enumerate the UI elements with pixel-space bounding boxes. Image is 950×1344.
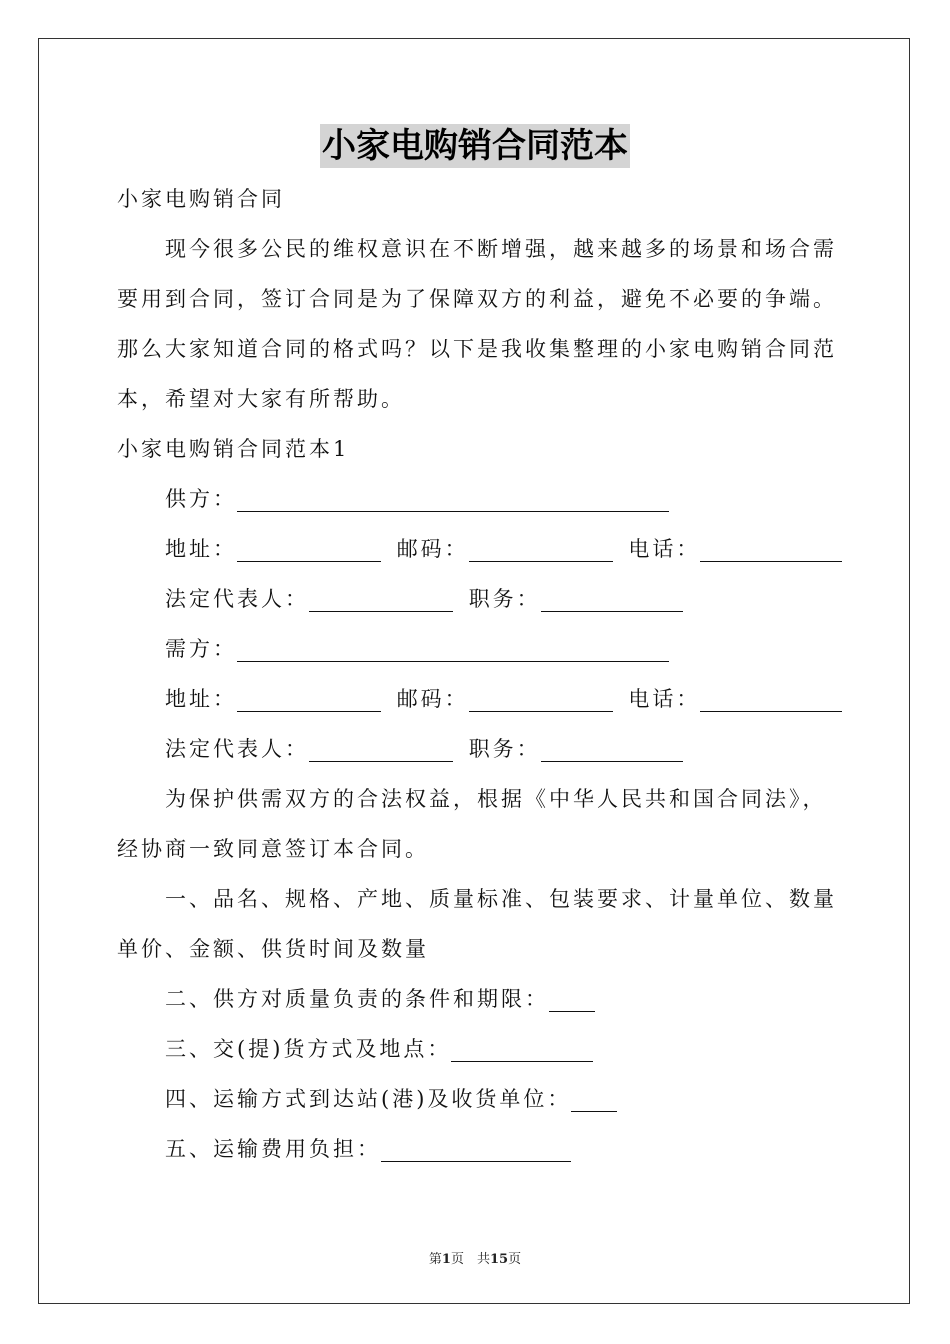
- footer-mid: 页 共: [450, 1252, 490, 1267]
- supplier-postcode-label: 邮码：: [396, 537, 469, 561]
- clause-1-line-2: 单价、金额、供货时间及数量: [117, 937, 429, 961]
- supplier-rep-field[interactable]: [309, 591, 453, 612]
- footer-total-pages: 15: [489, 1252, 509, 1267]
- buyer-postcode-field[interactable]: [469, 691, 613, 712]
- buyer-phone-field[interactable]: [700, 691, 842, 712]
- buyer-rep-label: 法定代表人：: [165, 737, 309, 761]
- buyer-phone-label: 电话：: [628, 687, 701, 711]
- clause-3-text: 三、交(提)货方式及地点：: [165, 1037, 452, 1061]
- supplier-rep-row: [165, 584, 683, 614]
- buyer-name-field[interactable]: [237, 641, 669, 662]
- supplier-address-field[interactable]: [237, 541, 381, 562]
- clause-3: [165, 1034, 593, 1064]
- supplier-contact-row: [165, 534, 842, 564]
- intro-line-3: 那么大家知道合同的格式吗？以下是我收集整理的小家电购销合同范: [117, 337, 837, 361]
- intro-line-2: 要用到合同，签订合同是为了保障双方的利益，避免不必要的争端。: [117, 287, 837, 311]
- buyer-row: [165, 634, 669, 664]
- supplier-position-field[interactable]: [541, 591, 683, 612]
- subtitle: 小家电购销合同: [117, 187, 285, 211]
- buyer-rep-row: [165, 734, 683, 764]
- supplier-postcode-field[interactable]: [469, 541, 613, 562]
- buyer-contact-row: [165, 684, 842, 714]
- footer-page-number: 1: [441, 1252, 451, 1267]
- clause-2: [165, 984, 595, 1014]
- page-footer: [0, 1248, 950, 1267]
- footer-prefix: 第: [428, 1252, 442, 1267]
- buyer-address-field[interactable]: [237, 691, 381, 712]
- supplier-row: [165, 484, 669, 514]
- preamble-line-1: 为保护供需双方的合法权益，根据《中华人民共和国合同法》，: [165, 787, 827, 811]
- supplier-address-label: 地址：: [165, 537, 237, 561]
- buyer-rep-field[interactable]: [309, 741, 453, 762]
- clause-4: [165, 1084, 617, 1114]
- clause-2-text: 二、供方对质量负责的条件和期限：: [165, 987, 549, 1011]
- clause-3-field[interactable]: [451, 1041, 593, 1062]
- supplier-label: 供方：: [165, 487, 237, 511]
- buyer-position-field[interactable]: [541, 741, 683, 762]
- footer-suffix: 页: [508, 1252, 522, 1267]
- clause-5: [165, 1134, 571, 1164]
- supplier-name-field[interactable]: [237, 491, 669, 512]
- supplier-phone-field[interactable]: [700, 541, 842, 562]
- preamble-line-2: 经协商一致同意签订本合同。: [117, 837, 429, 861]
- buyer-position-label: 职务：: [468, 737, 541, 761]
- buyer-postcode-label: 邮码：: [396, 687, 469, 711]
- clause-4-field[interactable]: [571, 1091, 617, 1112]
- intro-line-4: 本，希望对大家有所帮助。: [117, 387, 405, 411]
- clause-2-field[interactable]: [549, 991, 595, 1012]
- title-container: [0, 124, 950, 168]
- section-title: 小家电购销合同范本1: [117, 437, 350, 461]
- supplier-phone-label: 电话：: [628, 537, 701, 561]
- document-title: 小家电购销合同范本: [322, 126, 628, 166]
- page-border: [38, 38, 910, 1304]
- intro-line-1: 现今很多公民的维权意识在不断增强，越来越多的场景和场合需: [165, 237, 837, 261]
- clause-5-field[interactable]: [381, 1141, 571, 1162]
- buyer-address-label: 地址：: [165, 687, 237, 711]
- supplier-rep-label: 法定代表人：: [165, 587, 309, 611]
- clause-1-line-1: 一、品名、规格、产地、质量标准、包装要求、计量单位、数量: [165, 887, 837, 911]
- clause-4-text: 四、运输方式到达站(港)及收货单位：: [165, 1087, 572, 1111]
- supplier-position-label: 职务：: [468, 587, 541, 611]
- buyer-label: 需方：: [165, 637, 237, 661]
- clause-5-text: 五、运输费用负担：: [165, 1137, 381, 1161]
